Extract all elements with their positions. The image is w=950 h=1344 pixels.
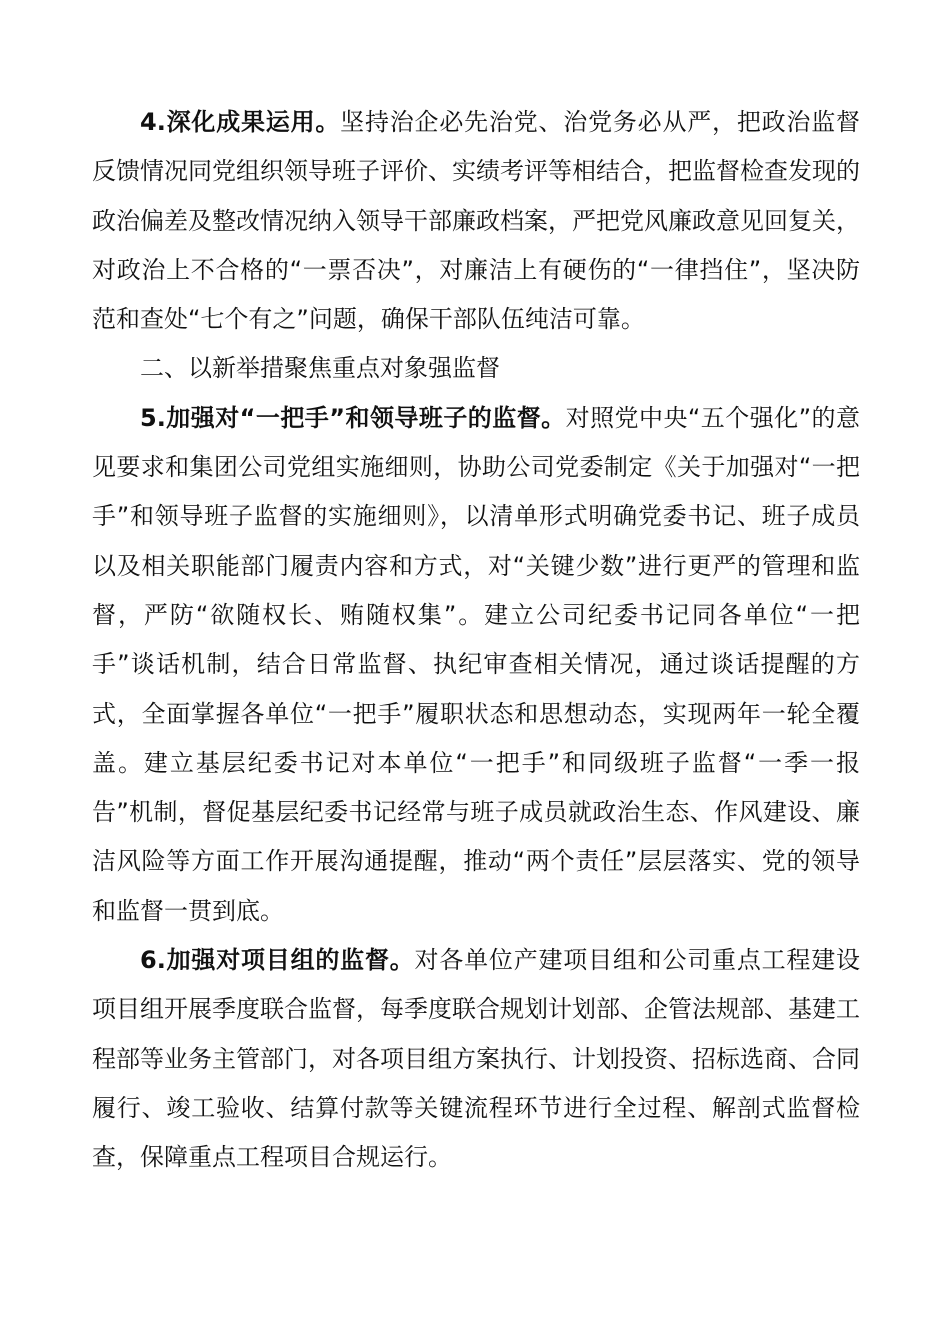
paragraph-6-text: 对各单位产建项目组和公司重点工程建设项目组开展季度联合监督，每季度联合规划计划部、企管法规部、基建工程部等业务主管部门，对各项目组方案执行、计划投资、招标选商、合同履行、竣工验收、结算付款等关键流程环节进行全过程、解剖式监督检查，保障重点工程项目合规运行。 [92,946,860,1172]
section-heading-2: 二、以新举措聚焦重点对象强监督 [140,354,500,383]
paragraph-6-lead: 6.加强对项目组的监督。 [140,946,415,975]
paragraph-5-text: 对照党中央“五个强化”的意见要求和集团公司党组实施细则，协助公司党委制定《关于加强对“一把手”和领导班子监督的实施细则》，以清单形式明确党委书记、班子成员以及相关职能部门履责内容和方式，对“关键少数”进行更严的管理和监督，严防“欲随权长、贿随权集”。建立公司纪委书记同各单位“一把手”谈话机制，结合日常监督、执纪审查相关情况，通过谈话提醒的方式，全面掌握各单位“一把手”履职状态和思想动态，实现两年一轮全覆盖。建立基层纪委书记对本单位“一把手”和同级班子监督“一季一报告”机制，督促基层纪委书记经常与班子成员就政治生态、作风建设、廉洁风险等方面工作开展沟通提醒，推动“两个责任”层层落实、党的领导和监督一贯到底。 [92,403,860,925]
paragraph-4 [92,98,860,344]
paragraph-5-lead: 5.加强对“一把手”和领导班子的监督。 [140,403,566,432]
paragraph-4-text: 坚持治企必先治党、治党务必从严，把政治监督反馈情况同党组织领导班子评价、实绩考评等相结合，把监督检查发现的政治偏差及整改情况纳入领导干部廉政档案，严把党风廉政意见回复关，对政治上不合格的“一票否决”，对廉洁上有硬伤的“一律挡住”，坚决防范和查处“七个有之”问题，确保干部队伍纯洁可靠。 [92,108,860,334]
paragraph-5 [92,394,860,936]
document-page [92,98,860,1183]
paragraph-6 [92,936,860,1182]
paragraph-4-lead: 4.深化成果运用。 [140,108,341,136]
